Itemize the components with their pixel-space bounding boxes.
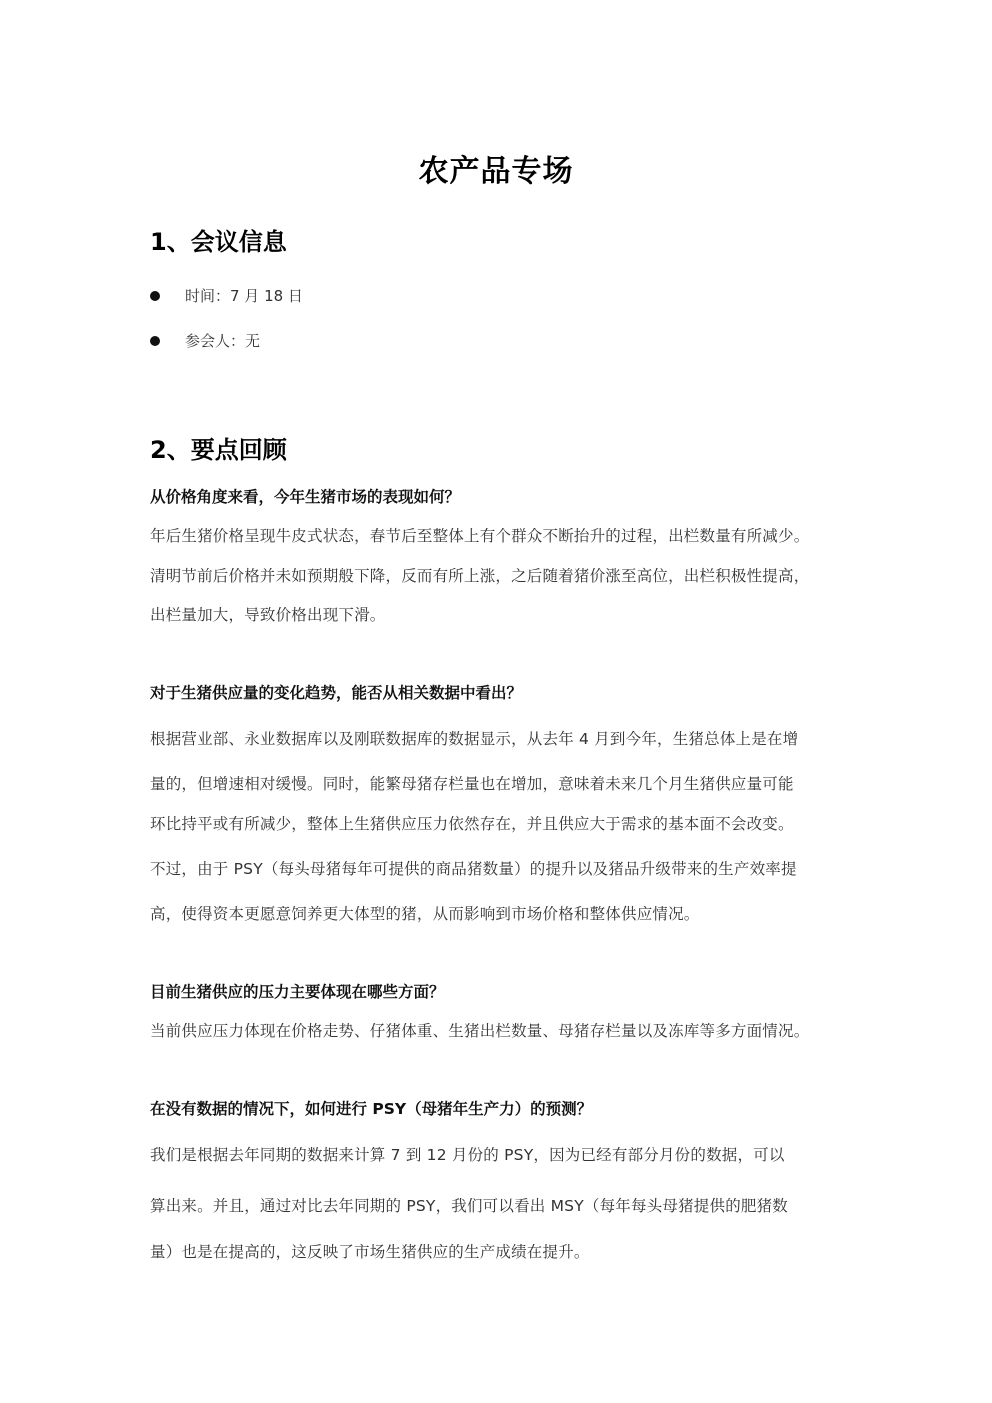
- paragraph-line: 不过，由于 PSY（每头母猪每年可提供的商品猪数量）的提升以及猪品升级带来的生产效率提: [150, 860, 797, 878]
- paragraph-line: 清明节前后价格并未如预期般下降，反而有所上涨，之后随着猪价涨至高位，出栏积极性提高，: [150, 567, 810, 585]
- paragraph-line: 当前供应压力体现在价格走势、仔猪体重、生猪出栏数量、母猪存栏量以及冻库等多方面情况。: [150, 1022, 810, 1040]
- paragraph-line: 我们是根据去年同期的数据来计算 7 到 12 月份的 PSY，因为已经有部分月份的数据，可以: [150, 1146, 785, 1164]
- paragraph-line: 量）也是在提高的，这反映了市场生猪供应的生产成绩在提升。: [150, 1243, 590, 1261]
- section-heading-key-points: 2、要点回顾: [150, 436, 287, 464]
- bullet-icon: [150, 336, 160, 346]
- paragraph-line: 高，使得资本更愿意饲养更大体型的猪，从而影响到市场价格和整体供应情况。: [150, 905, 700, 923]
- document-title: 农产品专场: [418, 154, 574, 189]
- paragraph-line: 算出来。并且，通过对比去年同期的 PSY，我们可以看出 MSY（每年每头母猪提供的肥猪数: [150, 1197, 788, 1215]
- list-item-time: [150, 285, 303, 306]
- question-heading: 对于生猪供应量的变化趋势，能否从相关数据中看出？: [150, 684, 523, 702]
- list-item-text: 参会人：无: [185, 332, 261, 350]
- paragraph-line: 根据营业部、永业数据库以及刚联数据库的数据显示，从去年 4 月到今年，生猪总体上是在增: [150, 730, 799, 748]
- section-heading-meeting-info: 1、会议信息: [150, 228, 287, 256]
- question-heading: 目前生猪供应的压力主要体现在哪些方面？: [150, 983, 445, 1001]
- paragraph-line: 量的，但增速相对缓慢。同时，能繁母猪存栏量也在增加，意味着未来几个月生猪供应量可能: [150, 775, 794, 793]
- paragraph-line: 出栏量加大，导致价格出现下滑。: [150, 606, 386, 624]
- paragraph-line: 环比持平或有所减少，整体上生猪供应压力依然存在，并且供应大于需求的基本面不会改变。: [150, 815, 794, 833]
- bullet-icon: [150, 291, 160, 301]
- question-heading: 在没有数据的情况下，如何进行 PSY（母猪年生产力）的预测？: [150, 1100, 593, 1118]
- paragraph-line: 年后生猪价格呈现牛皮式状态，春节后至整体上有个群众不断抬升的过程，出栏数量有所减少。: [150, 527, 810, 545]
- list-item-participants: [150, 330, 260, 351]
- question-heading: 从价格角度来看，今年生猪市场的表现如何？: [150, 488, 461, 506]
- list-item-text: 时间：7 月 18 日: [185, 287, 303, 305]
